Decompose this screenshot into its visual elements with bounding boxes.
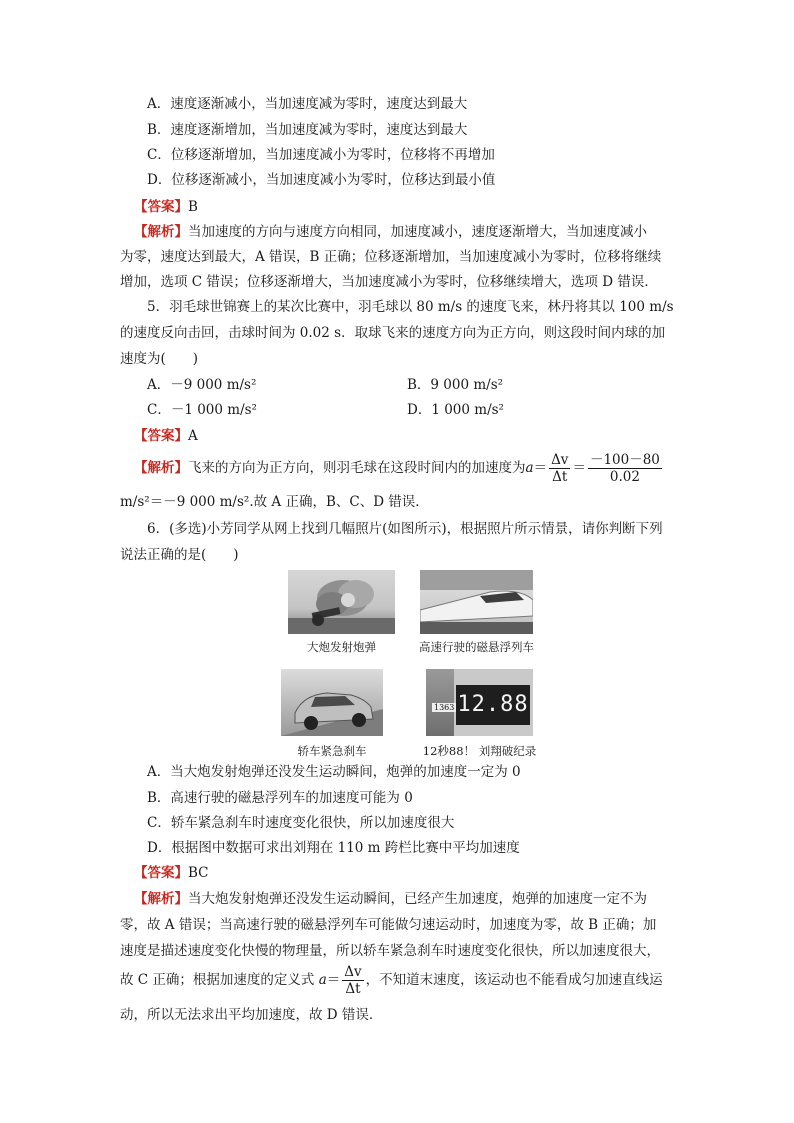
- q5-answer: [134, 426, 198, 446]
- runner-bib: 1363: [434, 703, 455, 712]
- q6-answer: [134, 863, 209, 883]
- q6-stem-line-2: 说法正确的是( ): [120, 547, 239, 563]
- q5-stem-line-1: 5．羽毛球世锦赛上的某次比赛中，羽毛球以 80 m/s 的速度飞来，林丹将其以 100 m/s: [147, 299, 674, 315]
- fraction-delta-v-over-delta-t: [549, 453, 570, 484]
- car-caption: 轿车紧急刹车: [297, 744, 367, 758]
- equals-sign: ＝: [326, 972, 341, 988]
- q6-analysis-text-4a: 故 C 正确；根据加速度的定义式: [120, 972, 319, 988]
- fraction-denominator: Δt: [345, 981, 361, 997]
- q6-option-a: A．当大炮发射炮弹还没发生运动瞬间，炮弹的加速度一定为 0: [147, 764, 521, 780]
- q5-answer-value: A: [188, 428, 198, 444]
- answer-tag: 【答案】: [134, 865, 188, 881]
- q4-analysis-line-3: 增加，选项 C 错误；位移逐渐增大，当加速度减小为零时，位移继续增大，选项 D 错误．: [120, 274, 658, 290]
- q4-option-c: C．位移逐渐增加，当加速度减小为零时，位移将不再增加: [147, 147, 495, 163]
- q4-analysis-text-1: 当加速度的方向与速度方向相同，加速度减小，速度逐渐增大，当加速度减小: [188, 224, 647, 240]
- analysis-tag: 【解析】: [134, 224, 188, 240]
- q6-analysis-line-4: [120, 962, 663, 998]
- q4-option-a: A．速度逐渐减小，当加速度减为零时，速度达到最大: [147, 96, 468, 112]
- train-illustration: [420, 570, 533, 634]
- q6-analysis-text-1: 当大炮发射炮弹还没发生运动瞬间，已经产生加速度，炮弹的加速度一定不为: [188, 891, 647, 907]
- fraction-values: [588, 453, 662, 484]
- equals-sign: ＝: [572, 460, 586, 476]
- q5-option-a: A．－9 000 m/s²: [147, 377, 257, 393]
- fraction-denominator: Δt: [552, 469, 568, 485]
- q5-stem-line-3: 速度为( ): [120, 351, 199, 367]
- maglev-train-photo: [420, 570, 533, 634]
- accel-symbol: a: [318, 972, 327, 988]
- q5-analysis-text: 飞来的方向为正方向，则羽毛球在这段时间内的加速度为: [188, 460, 526, 476]
- q5-option-c: C．－1 000 m/s²: [147, 402, 257, 418]
- answer-tag: 【答案】: [134, 199, 188, 215]
- q5-analysis-line-2: m/s²＝－9 000 m/s².故 A 正确，B、C、D 错误．: [120, 494, 429, 510]
- q4-analysis-line-2: 为零，速度达到最大，A 错误，B 正确；位移逐渐增加，当加速度减小为零时，位移将继续: [120, 249, 662, 265]
- q4-analysis-line-1: [134, 222, 647, 242]
- accel-symbol: a: [525, 460, 534, 476]
- car-photo: [281, 669, 383, 736]
- q6-answer-value: BC: [188, 865, 209, 881]
- q6-analysis-line-3: 速度是描述速度变化快慢的物理量，所以轿车紧急刹车时速度变化很快，所以加速度很大，: [120, 943, 660, 959]
- q5-option-b: B．9 000 m/s²: [407, 377, 504, 393]
- q6-option-c: C．轿车紧急刹车时速度变化很快，所以加速度很大: [147, 815, 455, 831]
- runner-caption: 12秒88！ 刘翔破纪录: [422, 744, 537, 758]
- q4-answer: [134, 197, 198, 217]
- q4-answer-value: B: [188, 199, 198, 215]
- q5-stem-line-2: 的速度反向击回，击球时间为 0.02 s．取球飞来的速度方向为正方向，则这段时间内球的加: [120, 325, 666, 341]
- analysis-tag: 【解析】: [134, 891, 188, 907]
- runner-photo: [426, 669, 533, 736]
- q5-option-d: D．1 000 m/s²: [407, 402, 504, 418]
- equals-sign: ＝: [533, 460, 548, 476]
- q6-analysis-text-4b: ，不知道末速度，该运动也不能看成匀加速直线运: [365, 972, 663, 988]
- fraction-delta-v-over-delta-t: [342, 965, 363, 996]
- q6-option-d: D．根据图中数据可求出刘翔在 110 m 跨栏比赛中平均加速度: [147, 840, 520, 856]
- q4-option-b: B．速度逐渐增加，当加速度减为零时，速度达到最大: [147, 122, 468, 138]
- q6-analysis-line-1: [134, 889, 647, 909]
- q6-option-b: B．高速行驶的磁悬浮列车的加速度可能为 0: [147, 790, 413, 806]
- fraction-numerator: －100－80: [589, 452, 660, 468]
- fraction-denominator: 0.02: [609, 469, 640, 485]
- scoreboard-time: 12.88: [456, 685, 530, 725]
- maglev-caption: 高速行驶的磁悬浮列车: [419, 640, 534, 654]
- q5-analysis-line-1: [134, 450, 664, 486]
- cannon-photo: [288, 570, 395, 634]
- q6-stem-line-1: 6．(多选)小芳同学从网上找到几幅照片(如图所示)，根据照片所示情景，请你判断下列: [147, 521, 663, 537]
- fraction-numerator: Δv: [344, 964, 362, 980]
- car-illustration: [281, 669, 383, 736]
- cannon-illustration: [288, 570, 395, 634]
- fraction-numerator: Δv: [551, 452, 569, 468]
- q6-analysis-line-5: 动，所以无法求出平均加速度，故 D 错误．: [120, 1007, 383, 1023]
- cannon-caption: 大炮发射炮弹: [307, 640, 376, 654]
- q4-option-d: D．位移逐渐减小，当加速度减小为零时，位移达到最小值: [147, 172, 496, 188]
- answer-tag: 【答案】: [134, 428, 188, 444]
- analysis-tag: 【解析】: [134, 460, 188, 476]
- q6-analysis-line-2: 零，故 A 错误；当高速行驶的磁悬浮列车可能做匀速运动时，加速度为零，故 B 正确；加: [120, 917, 657, 933]
